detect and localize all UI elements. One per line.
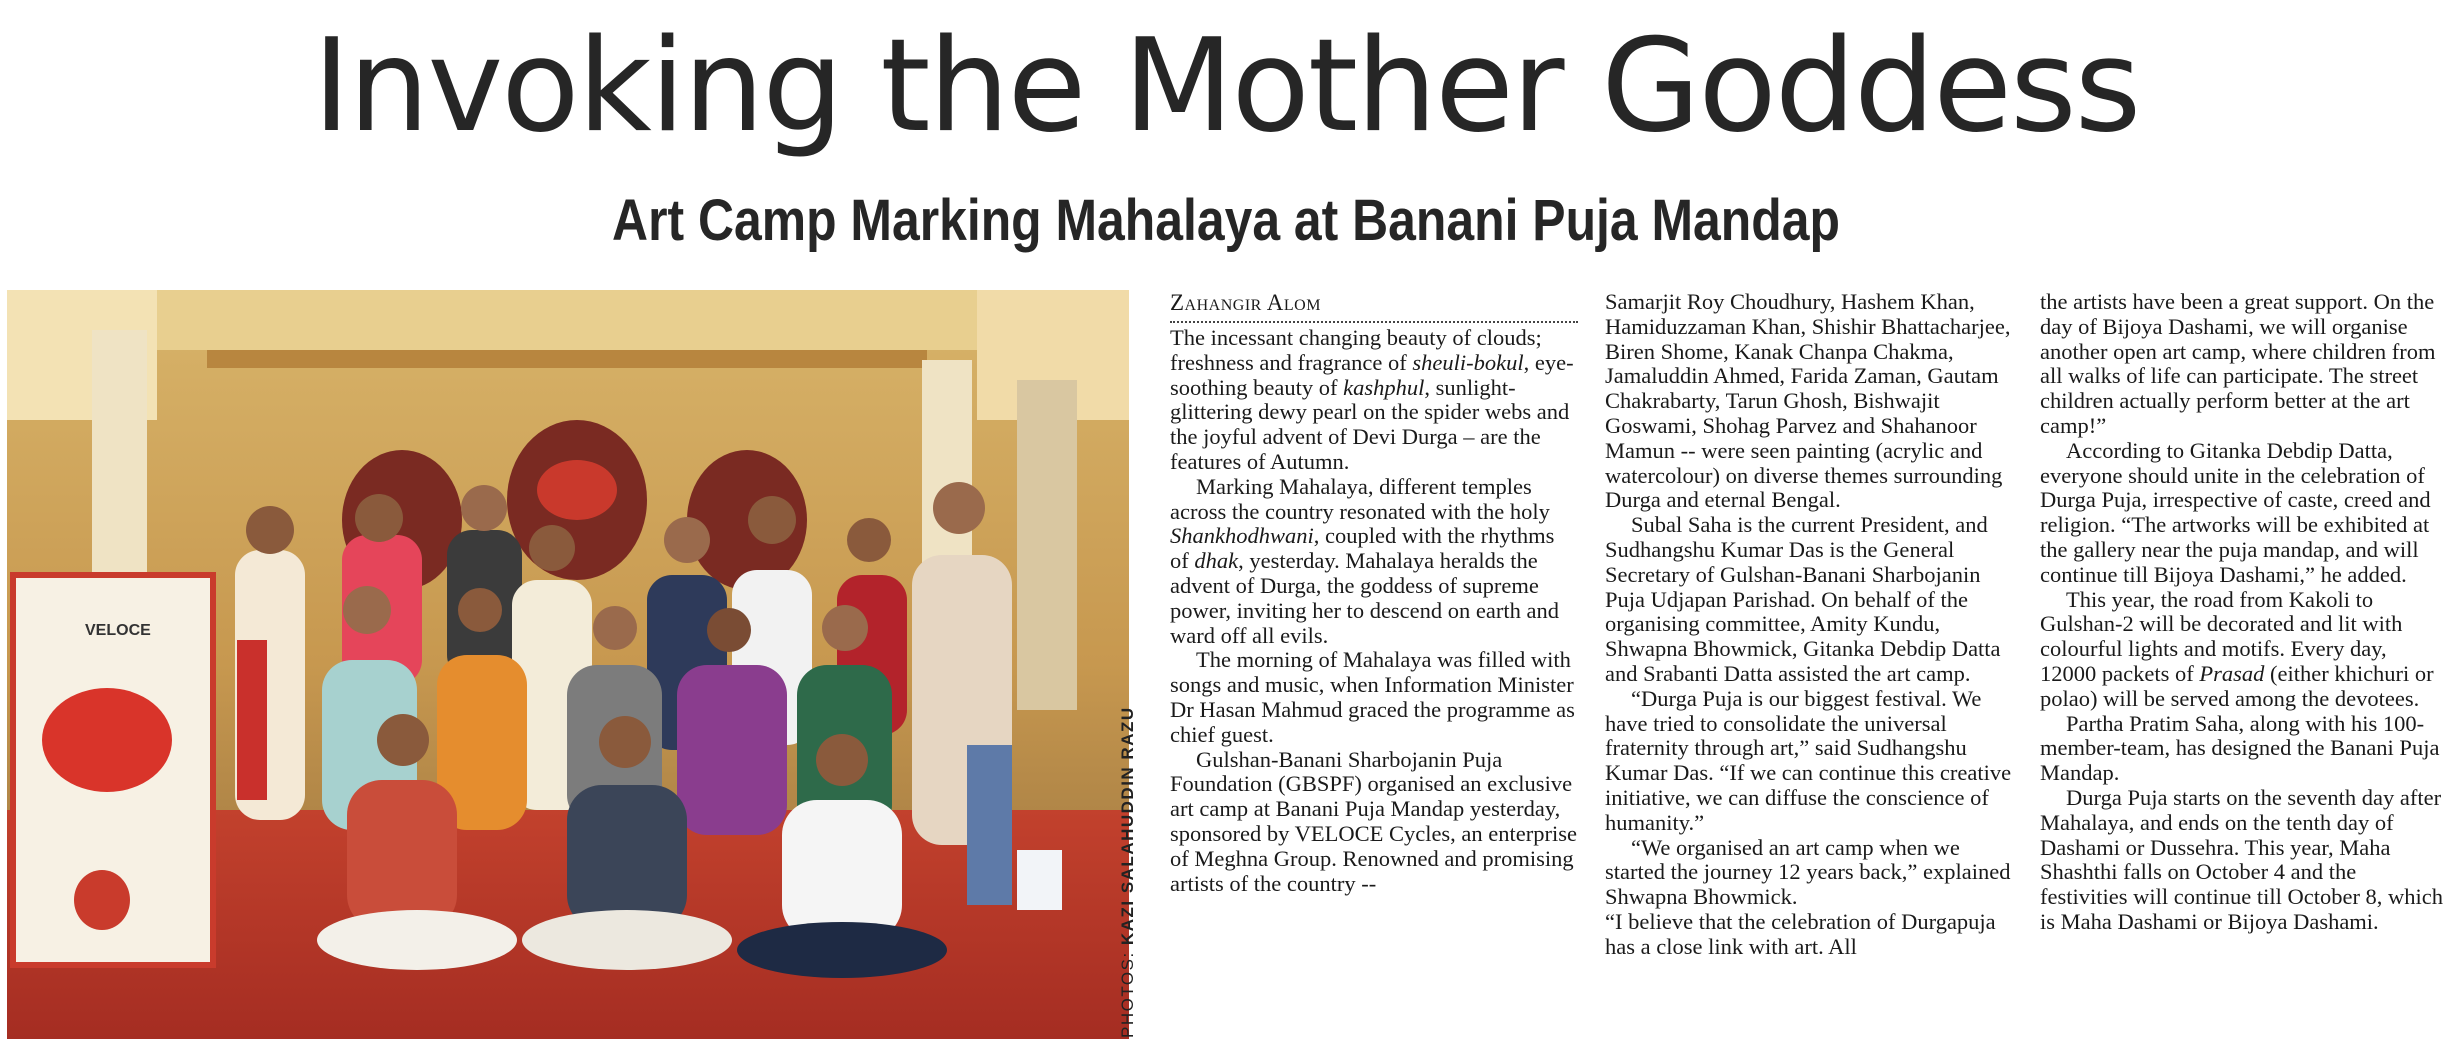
- byline: Zahangir Alom: [1170, 290, 1578, 323]
- art-camp-photo: [7, 290, 1129, 1039]
- paragraph: “I believe that the celebration of Durgapuja has a close link with art. All: [1605, 908, 1996, 959]
- paragraph: the artists have been a great support. On the day of Bijoya Dashami, we will organise another open art camp, where children from all walks of life can participate. The street children actually perform better at the art camp!”: [2040, 289, 2436, 438]
- paragraph: “We organised an art camp when we started the journey 12 years back,” explained Shwapna Bhowmick.: [1605, 834, 2011, 910]
- paragraph: According to Gitanka Debdip Datta, everyone should unite in the celebration of Durga Puja, irrespective of caste, creed and religion. “The artworks will be exhibited at the gallery near the puja mandap, and will continue till Bijoya Dashami,” he added.: [2040, 437, 2431, 587]
- paragraph: Marking Mahalaya, different temples across the country resonated with the holy Shankhodhwani, coupled with the rhythms of dhak, yesterday. Mahalaya heralds the advent of Durga, the goddess of supreme power, inviting her to descend on earth and ward off all evils.: [1170, 473, 1559, 648]
- article-column-3: [2040, 290, 2445, 935]
- paragraph: Subal Saha is the current President, and Sudhangshu Kumar Das is the General Secretary of Gulshan-Banani Sharbojanin Puja Udjapan Parishad. On behalf of the organising committee, Amity Kundu, Shwapna Bhowmick, Gitanka Debdip Datta and Srabanti Datta assisted the art camp.: [1605, 512, 2001, 686]
- photo-credit: PHOTOS: KAZI SALAHUDDIN RAZU: [1118, 706, 1137, 1038]
- paragraph: This year, the road from Kakoli to Gulshan-2 will be decorated and lit with colourful lights and motifs. Every day, 12000 packets of Prasad (either khichuri or polao) will be served among the devotees.: [2040, 586, 2434, 711]
- group-photo-illustration: [7, 290, 1129, 1039]
- paragraph: The morning of Mahalaya was filled with songs and music, when Information Minister Dr Hasan Mahmud graced the programme as chief guest.: [1170, 647, 1575, 747]
- paragraph: Samarjit Roy Choudhury, Hashem Khan, Hamiduzzaman Khan, Shishir Bhattacharjee, Biren Shome, Kanak Chanpa Chakma, Jamaluddin Ahmed, Farida Zaman, Gautam Chakrabarty, Tarun Ghosh, Bishwajit Goswami, Shohag Parvez and Shahanoor Mamun -- were seen painting (acrylic and watercolour) on diverse themes surrounding Durga and eternal Bengal.: [1605, 289, 2011, 513]
- paragraph: Gulshan-Banani Sharbojanin Puja Foundation (GBSPF) organised an exclusive art camp at Banani Puja Mandap yesterday, sponsored by VELOCE Cycles, an enterprise of Meghna Group. Renowned and promising artists of the country --: [1170, 746, 1577, 896]
- article-column-1: [1170, 290, 1578, 896]
- paragraph: The incessant changing beauty of clouds; freshness and fragrance of sheuli-bokul, eye-soothing beauty of kashphul, sunlight-glittering dewy pearl on the spider webs and the joyful advent of Devi Durga – are the features of Autumn.: [1170, 325, 1574, 474]
- standee-brand: VELOCE: [85, 622, 151, 639]
- paragraph: Partha Pratim Saha, along with his 100-member-team, has designed the Banani Puja Mandap.: [2040, 710, 2440, 786]
- headline: Invoking the Mother Goddess: [312, 12, 2140, 161]
- paragraph: “Durga Puja is our biggest festival. We have tried to consolidate the universal fraternity through art,” said Sudhangshu Kumar Das. “If we can continue this creative initiative, we can diffuse the conscience of humanity.”: [1605, 685, 2012, 835]
- article-column-2: [1605, 290, 2015, 960]
- subheadline: Art Camp Marking Mahalaya at Banani Puja Mandap: [612, 188, 1840, 253]
- paragraph: Durga Puja starts on the seventh day after Mahalaya, and ends on the tenth day of Dashami or Dussehra. This year, Maha Shashthi falls on October 4 and the festivities will continue till October 8, which is Maha Dashami or Bijoya Dashami.: [2040, 784, 2444, 934]
